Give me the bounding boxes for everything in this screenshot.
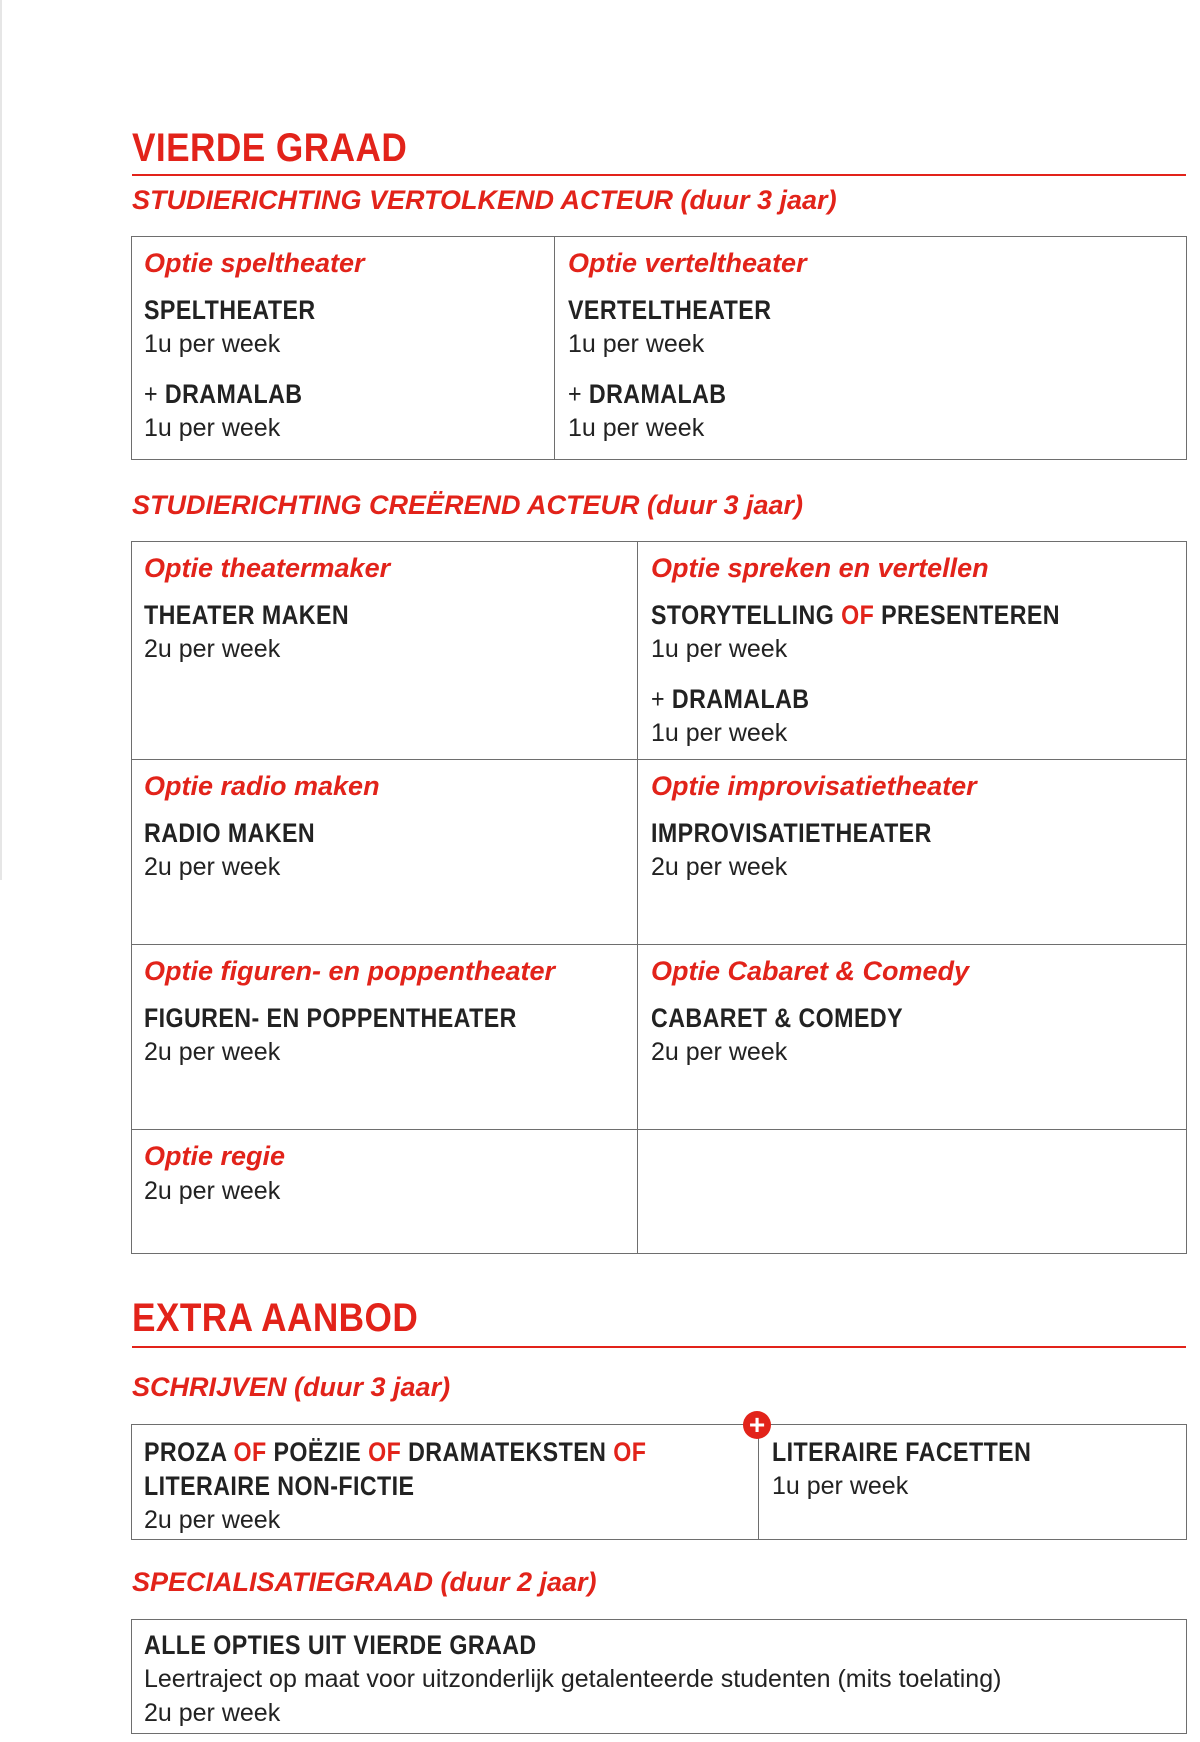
option-title: Optie improvisatietheater <box>651 771 977 801</box>
option-cell-improvisatietheater <box>651 770 978 884</box>
specialisatie-table <box>131 1619 1187 1734</box>
option-cell-radio-maken <box>144 770 380 884</box>
option-cell-verteltheater <box>568 247 807 445</box>
course-name: RADIO MAKEN <box>144 818 316 848</box>
course-hours: 2u per week <box>144 1177 281 1205</box>
or-connector: OF <box>613 1437 647 1467</box>
course-hours: 1u per week <box>144 330 281 358</box>
course-hours: 1u per week <box>772 1472 909 1500</box>
section-title-extra-aanbod: EXTRA AANBOD <box>132 1296 419 1340</box>
option-cell-regie <box>144 1140 285 1208</box>
extra-course <box>144 377 334 411</box>
course-name: CABARET & COMEDY <box>651 1003 903 1033</box>
schrijven-left-cell <box>144 1435 728 1537</box>
plus-sign: + <box>568 379 583 409</box>
extra-course-hours: 1u per week <box>568 414 705 442</box>
option-title: Optie regie <box>144 1141 286 1171</box>
plus-sign: + <box>144 379 159 409</box>
course-name: SPELTHEATER <box>144 295 316 325</box>
course-presenteren: PRESENTEREN <box>881 600 1061 630</box>
section-title-vierde-graad: VIERDE GRAAD <box>132 126 408 170</box>
option-cell-cabaret-comedy <box>651 955 969 1069</box>
option-cell-figuren-poppentheater <box>144 955 578 1069</box>
course-literaire-non-fictie: LITERAIRE NON-FICTIE <box>144 1471 415 1501</box>
course-name: THEATER MAKEN <box>144 600 350 630</box>
specialisatie-cell <box>144 1628 1001 1730</box>
course-hours: 2u per week <box>144 1038 281 1066</box>
course-hours: 2u per week <box>651 853 788 881</box>
course-name: ALLE OPTIES UIT VIERDE GRAAD <box>144 1630 537 1660</box>
extra-course <box>568 377 773 411</box>
subtitle-vertolkend-acteur: STUDIERICHTING VERTOLKEND ACTEUR (duur 3 jaar) <box>132 185 837 215</box>
title-rule <box>132 1346 1186 1348</box>
course-description: Leertraject op maat voor uitzonderlijk getalenteerde studenten (mits toelating) <box>144 1665 1002 1693</box>
vertolkend-table <box>131 236 1187 460</box>
column-divider <box>758 1425 759 1539</box>
course-hours: 2u per week <box>651 1038 788 1066</box>
subtitle-creerend-acteur: STUDIERICHTING CREËREND ACTEUR (duur 3 jaar) <box>132 490 804 520</box>
extra-course-name: DRAMALAB <box>164 379 303 409</box>
subtitle-schrijven: SCHRIJVEN (duur 3 jaar) <box>132 1372 451 1402</box>
row-divider <box>132 944 1186 945</box>
row-divider <box>132 1129 1186 1130</box>
course-name: VERTELTHEATER <box>568 295 772 325</box>
or-connector: OF <box>841 600 875 630</box>
course-name: FIGUREN- EN POPPENTHEATER <box>144 1003 517 1033</box>
title-rule <box>132 174 1186 176</box>
option-title: Optie spreken en vertellen <box>651 553 989 583</box>
course-proza: PROZA <box>144 1437 227 1467</box>
or-connector: OF <box>233 1437 267 1467</box>
course-hours: 2u per week <box>144 1506 281 1534</box>
course-name: LITERAIRE FACETTEN <box>772 1437 1032 1467</box>
row-divider <box>132 759 1186 760</box>
course-hours: 1u per week <box>651 635 788 663</box>
course-hours: 2u per week <box>144 635 281 663</box>
option-cell-theatermaker <box>144 552 390 666</box>
course-hours: 2u per week <box>144 1699 281 1727</box>
column-divider <box>554 237 555 459</box>
course-dramateksten: DRAMATEKSTEN <box>408 1437 607 1467</box>
extra-course-hours: 1u per week <box>144 414 281 442</box>
option-title: Optie figuren- en poppentheater <box>144 956 556 986</box>
option-title: Optie speltheater <box>144 248 365 278</box>
option-title: Optie theatermaker <box>144 553 391 583</box>
course-poezie: POËZIE <box>273 1437 362 1467</box>
page-edge <box>0 0 2 880</box>
schrijven-table <box>131 1424 1187 1540</box>
plus-sign: + <box>651 684 666 714</box>
course-name <box>651 598 1060 632</box>
creerend-table <box>131 541 1187 1254</box>
extra-course-hours: 1u per week <box>651 719 788 747</box>
extra-course <box>651 682 1060 716</box>
subtitle-specialisatiegraad: SPECIALISATIEGRAAD (duur 2 jaar) <box>132 1567 597 1597</box>
course-hours: 2u per week <box>144 853 281 881</box>
extra-course-name: DRAMALAB <box>671 684 810 714</box>
course-name: IMPROVISATIETHEATER <box>651 818 932 848</box>
course-names <box>144 1435 646 1469</box>
course-hours: 1u per week <box>568 330 705 358</box>
option-cell-spreken-vertellen <box>651 552 1127 750</box>
option-title: Optie Cabaret & Comedy <box>651 956 970 986</box>
extra-course-name: DRAMALAB <box>588 379 727 409</box>
plus-circle-icon: + <box>743 1411 771 1439</box>
course-storytelling: STORYTELLING <box>651 600 835 630</box>
option-title: Optie radio maken <box>144 771 380 801</box>
column-divider <box>637 542 638 1253</box>
option-cell-speltheater <box>144 247 365 445</box>
option-title: Optie verteltheater <box>568 248 807 278</box>
schrijven-right-cell <box>772 1435 1074 1503</box>
or-connector: OF <box>368 1437 402 1467</box>
